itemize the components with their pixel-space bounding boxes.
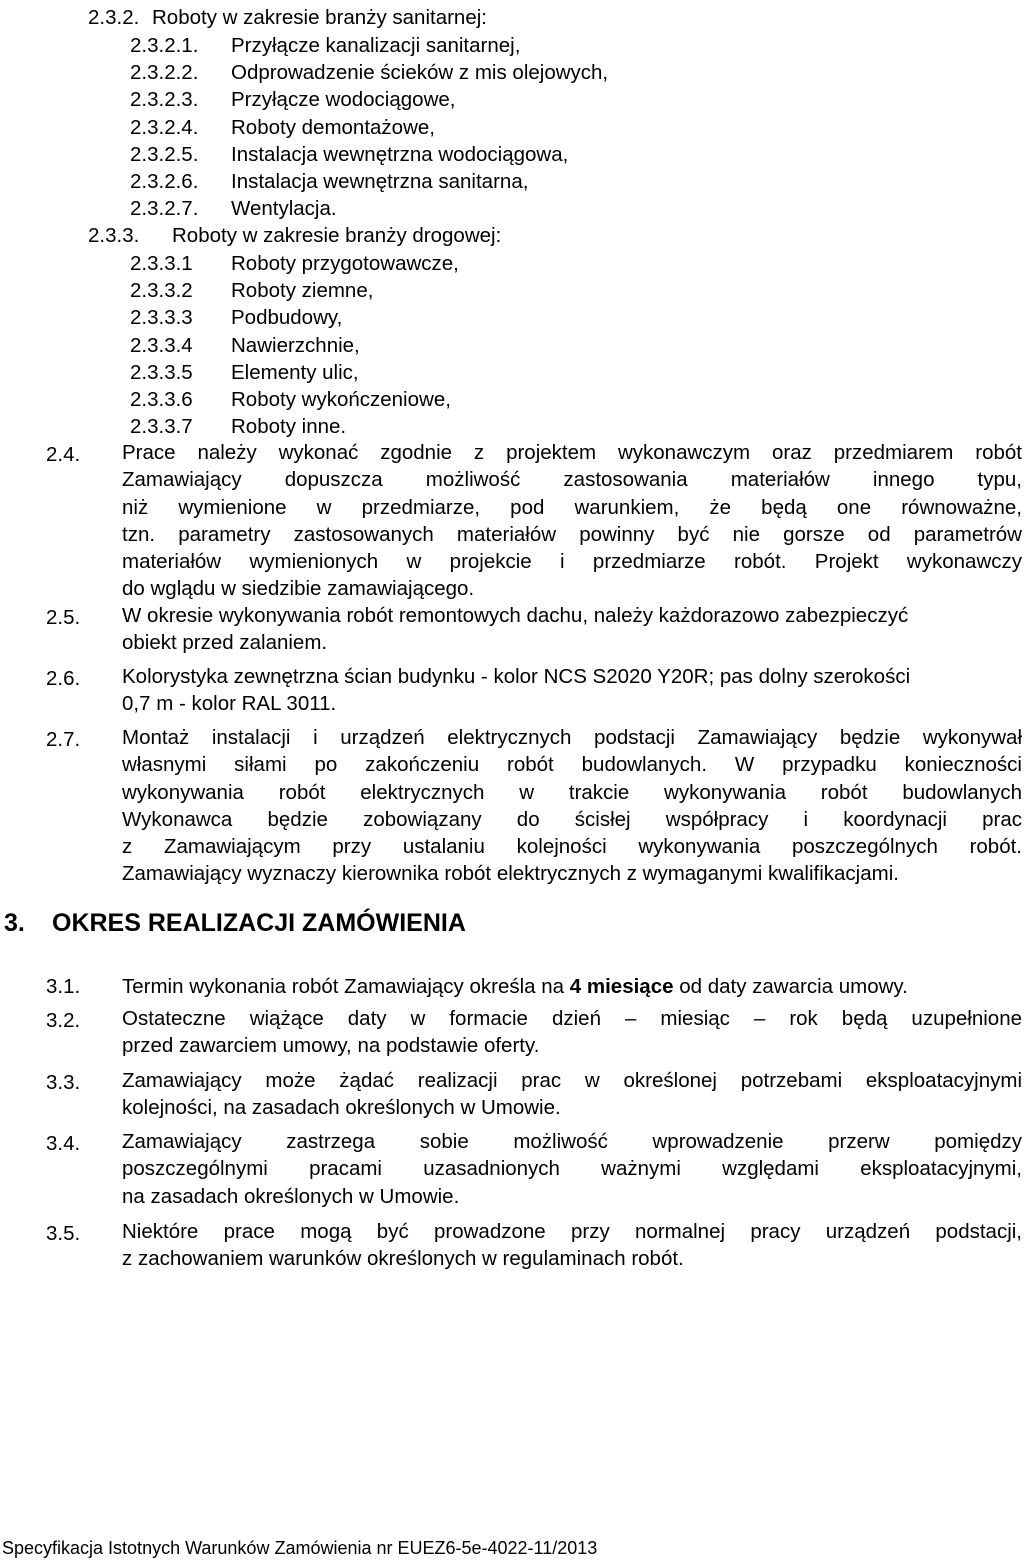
list-item: Nawierzchnie,: [231, 334, 360, 357]
paragraph-number: 3.5.: [46, 1222, 81, 1245]
paragraph-2-7: Montaż instalacji i urządzeń elektrycznych podstacji Zamawiający będzie wykonywał własnymi siłami po zakończeniu robót budowlanych. W przypadku konieczności wykonywania robót elektrycznych w trakcie wykonywania robót budowlanych Wykonawca będzie zobowiązany do ścisłej współpracy i koordynacji prac z Zamawiającym przy ustalaniu kolejności wykonywania poszczególnych robót. Zamawiający wyznaczy kierownika robót elektrycznych z wymaganymi kwalifikacjami.: [122, 726, 1022, 886]
section-3-number: 3.: [4, 909, 25, 937]
paragraph-2-5: W okresie wykonywania robót remontowych dachu, należy każdorazowo zabezpieczyć obiekt przed zalaniem.: [122, 604, 909, 655]
list-item-number: 2.3.3.2: [130, 279, 193, 302]
list-item-number: 2.3.3.6: [130, 388, 193, 411]
paragraph-number: 2.7.: [46, 728, 81, 751]
list-item-number: 2.3.3.5: [130, 361, 193, 384]
list-item: Przyłącze kanalizacji sanitarnej,: [231, 34, 521, 57]
list-item: Roboty wykończeniowe,: [231, 388, 451, 411]
section-title: Roboty w zakresie branży drogowej:: [172, 224, 502, 247]
paragraph-number: 2.4.: [46, 443, 81, 466]
list-item-number: 2.3.2.3.: [130, 88, 199, 111]
duration-highlight: 4 miesiące: [569, 975, 674, 998]
paragraph-3-4: Zamawiający zastrzega sobie możliwość wprowadzenie przerw pomiędzy poszczególnymi pracami uzasadnionych ważnymi względami eksploatacyjnymi, na zasadach określonych w Umowie.: [122, 1130, 1022, 1208]
list-item: Roboty demontażowe,: [231, 116, 435, 139]
page-footer: Specyfikacja Istotnych Warunków Zamówienia nr EUEZ6-5e-4022-11/2013: [2, 1538, 598, 1558]
section-title: Roboty w zakresie branży sanitarnej:: [152, 6, 487, 29]
paragraph-2-6: Kolorystyka zewnętrzna ścian budynku - kolor NCS S2020 Y20R; pas dolny szerokości 0,7 m - kolor RAL 3011.: [122, 665, 911, 716]
list-item: Roboty ziemne,: [231, 279, 374, 302]
list-item-number: 2.3.2.1.: [130, 34, 199, 57]
list-item-number: 2.3.3.1: [130, 252, 193, 275]
section-3-title: OKRES REALIZACJI ZAMÓWIENIA: [52, 909, 466, 937]
paragraph-number: 2.6.: [46, 667, 81, 690]
paragraph-3-1: Termin wykonania robót Zamawiający określa na 4 miesiące od daty zawarcia umowy.: [122, 975, 908, 998]
list-item-number: 2.3.3.3: [130, 306, 193, 329]
section-number: 2.3.2.: [88, 6, 140, 29]
paragraph-3-5: Niektóre prace mogą być prowadzone przy normalnej pracy urządzeń podstacji, z zachowaniem warunków określonych w regulaminach robót.: [122, 1220, 1022, 1271]
paragraph-number: 3.4.: [46, 1132, 81, 1155]
list-item: Wentylacja.: [231, 197, 337, 220]
list-item-number: 2.3.2.6.: [130, 170, 199, 193]
list-item: Odprowadzenie ścieków z mis olejowych,: [231, 61, 609, 84]
paragraph-number: 2.5.: [46, 606, 81, 629]
list-item-number: 2.3.2.7.: [130, 197, 199, 220]
paragraph-2-4: Prace należy wykonać zgodnie z projektem wykonawczym oraz przedmiarem robót Zamawiający dopuszcza możliwość zastosowania materiałów innego typu, niż wymienione w przedmiarze, pod warunkiem, że będą one równoważne, tzn. parametry zastosowanych materiałów powinny być nie gorsze od parametrów materiałów wymienionych w projekcie i przedmiarze robót. Projekt wykonawczy do wglądu w siedzibie zamawiającego.: [122, 441, 1022, 601]
paragraph-3-2: Ostateczne wiążące daty w formacie dzień – miesiąc – rok będą uzupełnione przed zawarciem umowy, na podstawie oferty.: [122, 1007, 1022, 1058]
list-item: Instalacja wewnętrzna sanitarna,: [231, 170, 529, 193]
list-item: Podbudowy,: [231, 306, 343, 329]
list-item-number: 2.3.3.7: [130, 415, 193, 438]
paragraph-number: 3.1.: [46, 975, 81, 998]
list-item: Roboty przygotowawcze,: [231, 252, 459, 275]
list-item: Instalacja wewnętrzna wodociągowa,: [231, 143, 569, 166]
list-item-number: 2.3.2.4.: [130, 116, 199, 139]
list-item-number: 2.3.2.2.: [130, 61, 199, 84]
section-number: 2.3.3.: [88, 224, 140, 247]
paragraph-number: 3.2.: [46, 1009, 81, 1032]
paragraph-3-3: Zamawiający może żądać realizacji prac w określonej potrzebami eksploatacyjnymi kolejności, na zasadach określonych w Umowie.: [122, 1069, 1022, 1120]
list-item: Elementy ulic,: [231, 361, 359, 384]
list-item-number: 2.3.2.5.: [130, 143, 199, 166]
list-item: Przyłącze wodociągowe,: [231, 88, 456, 111]
list-item-number: 2.3.3.4: [130, 334, 193, 357]
paragraph-number: 3.3.: [46, 1071, 81, 1094]
list-item: Roboty inne.: [231, 415, 347, 438]
